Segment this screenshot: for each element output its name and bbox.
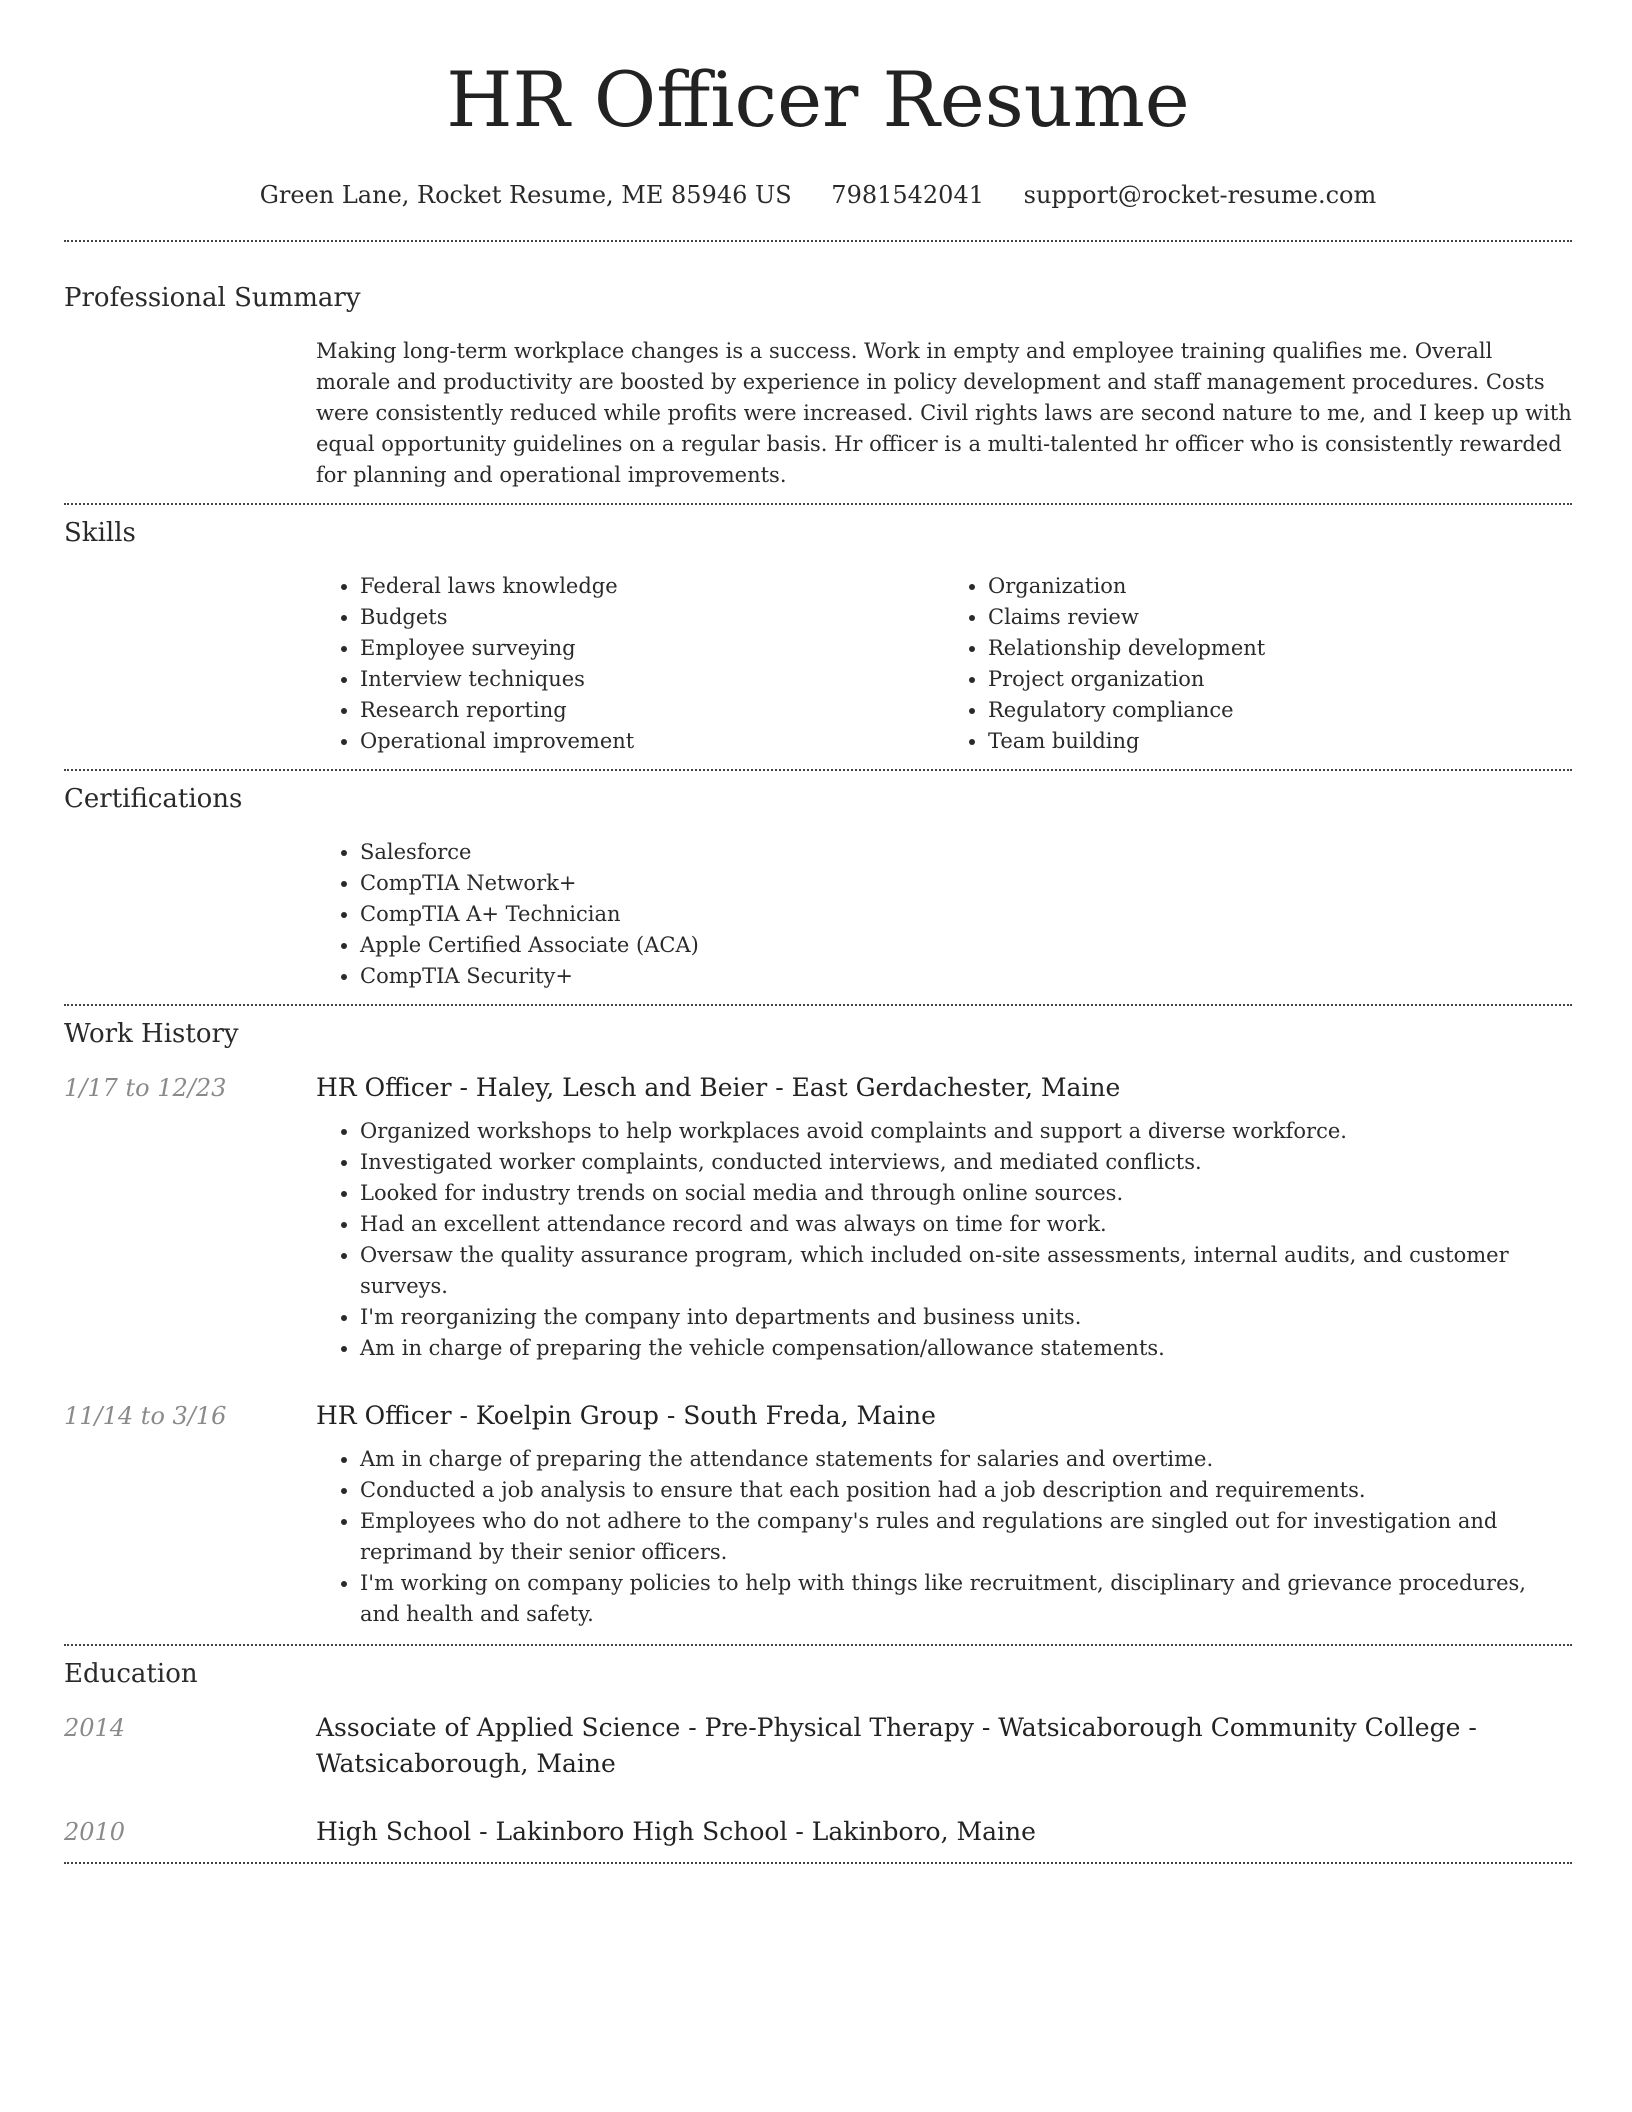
resume-page	[64, 0, 1572, 1864]
job-bullets	[316, 1116, 1572, 1364]
job-details	[316, 1116, 1572, 1364]
job-title: HR Officer - Haley, Lesch and Beier - East Gerdachester, Maine	[316, 1073, 1121, 1102]
certifications-body	[316, 837, 1572, 1004]
education-title: Associate of Applied Science - Pre-Physical Therapy - Watsicaborough Community College - Watsicaborough, Maine	[316, 1713, 1477, 1778]
certification-item: • Salesforce	[360, 837, 1572, 868]
skills-list-right	[944, 571, 1572, 757]
work-section	[64, 1006, 1572, 1644]
job-bullets	[316, 1444, 1572, 1630]
skills-heading: Skills	[64, 518, 136, 548]
work-heading: Work History	[64, 1019, 239, 1049]
skill-item: • Budgets	[360, 602, 944, 633]
skill-item: • Regulatory compliance	[988, 695, 1572, 726]
skill-item: • Project organization	[988, 664, 1572, 695]
job-bullet: • Am in charge of preparing the vehicle compensation/allowance statements.	[360, 1333, 1572, 1364]
skill-item: • Operational improvement	[360, 726, 944, 757]
contact-line	[64, 180, 1572, 210]
education-heading: Education	[64, 1659, 198, 1689]
education-section	[64, 1646, 1572, 1862]
certifications-heading: Certifications	[64, 784, 243, 814]
contact-address: Green Lane, Rocket Resume, ME 85946 US	[259, 181, 792, 209]
job-bullet: • Looked for industry trends on social media and through online sources.	[360, 1178, 1572, 1209]
certifications-section	[64, 771, 1572, 1004]
job-bullet: • Investigated worker complaints, conducted interviews, and mediated conflicts.	[360, 1147, 1572, 1178]
divider	[64, 1862, 1572, 1864]
job-bullet: • I'm reorganizing the company into departments and business units.	[360, 1302, 1572, 1333]
certification-item: • CompTIA Network+	[360, 868, 1572, 899]
job-bullet: • Conducted a job analysis to ensure that each position had a job description and requirements.	[360, 1475, 1572, 1506]
job-bullet: • Had an excellent attendance record and was always on time for work.	[360, 1209, 1572, 1240]
job-entry	[64, 1398, 1572, 1630]
certification-item: • Apple Certified Associate (ACA)	[360, 930, 1572, 961]
resume-title: HR Officer Resume	[446, 55, 1190, 144]
job-bullet: • Am in charge of preparing the attendance statements for salaries and overtime.	[360, 1444, 1572, 1475]
education-year: 2010	[64, 1818, 126, 1846]
skills-section	[64, 505, 1572, 769]
job-bullet: • I'm working on company policies to help with things like recruitment, disciplinary and grievance procedures, and health and safety.	[360, 1568, 1572, 1630]
contact-email: support@rocket-resume.com	[1023, 181, 1377, 209]
work-entries	[64, 1070, 1572, 1644]
education-entries	[64, 1710, 1572, 1862]
summary-heading: Professional Summary	[64, 283, 361, 313]
skill-item: • Organization	[988, 571, 1572, 602]
education-entry	[64, 1710, 1572, 1782]
certification-item: • CompTIA Security+	[360, 961, 1572, 992]
contact-phone: 7981542041	[831, 181, 984, 209]
skill-item: • Employee surveying	[360, 633, 944, 664]
job-dates: 1/17 to 12/23	[64, 1074, 227, 1102]
certification-item: • CompTIA A+ Technician	[360, 899, 1572, 930]
summary-text: Making long-term workplace changes is a success. Work in empty and employee training qualifies me. Overall morale and productivity are boosted by experience in policy development and staff management procedures. Costs were consistently reduced while profits were increased. Civil rights laws are second nature to me, and I keep up with equal opportunity guidelines on a regular basis. Hr officer is a multi-talented hr officer who is consistently rewarded for planning and operational improvements.	[316, 339, 1572, 487]
skills-columns	[316, 571, 1572, 769]
job-bullet: • Oversaw the quality assurance program, which included on-site assessments, internal audits, and customer surveys.	[360, 1240, 1572, 1302]
education-year: 2014	[64, 1714, 126, 1742]
job-dates: 11/14 to 3/16	[64, 1402, 227, 1430]
job-bullet: • Employees who do not adhere to the company's rules and regulations are singled out for investigation and reprimand by their senior officers.	[360, 1506, 1572, 1568]
summary-section	[64, 242, 1572, 503]
skill-item: • Interview techniques	[360, 664, 944, 695]
skill-item: • Research reporting	[360, 695, 944, 726]
education-entry	[64, 1814, 1572, 1850]
job-details	[316, 1444, 1572, 1630]
job-bullet: • Organized workshops to help workplaces avoid complaints and support a diverse workforce.	[360, 1116, 1572, 1147]
skill-item: • Federal laws knowledge	[360, 571, 944, 602]
education-title: High School - Lakinboro High School - Lakinboro, Maine	[316, 1817, 1036, 1846]
job-title: HR Officer - Koelpin Group - South Freda, Maine	[316, 1401, 936, 1430]
skill-item: • Claims review	[988, 602, 1572, 633]
skills-list-left	[316, 571, 944, 757]
skill-item: • Relationship development	[988, 633, 1572, 664]
certifications-list	[316, 837, 1572, 992]
skill-item: • Team building	[988, 726, 1572, 757]
job-entry	[64, 1070, 1572, 1364]
